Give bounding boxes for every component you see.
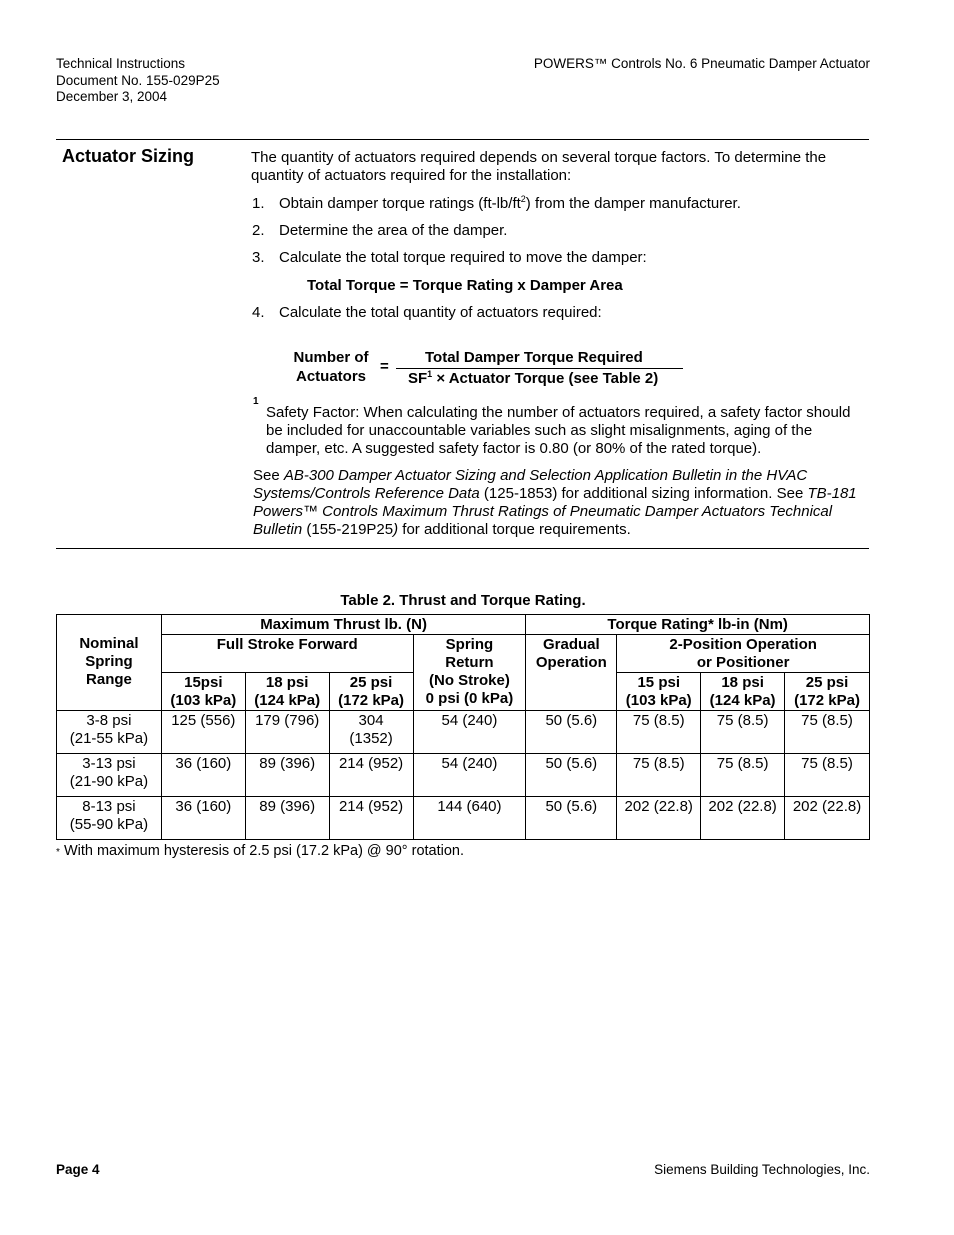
- cell-torque-18: 75 (8.5): [701, 711, 785, 754]
- step-number-2: 2.: [252, 222, 265, 239]
- header-maximum-thrust: Maximum Thrust lb. (N): [161, 615, 525, 635]
- header-doc-number: Document No. 155-029P25: [56, 72, 220, 88]
- header-thrust-18psi: 18 psi (124 kPa): [245, 673, 329, 711]
- cell-torque-25: 202 (22.8): [785, 797, 870, 840]
- footer-company: Siemens Building Technologies, Inc.: [654, 1162, 870, 1177]
- formula-lhs: [286, 349, 376, 386]
- table-row: [57, 754, 870, 797]
- cell-thrust-15: 36 (160): [161, 797, 245, 840]
- cell-torque-15: 75 (8.5): [617, 711, 701, 754]
- section-intro: The quantity of actuators required depends on several torque factors. To determine the quantity of actuators required for the installation:: [251, 149, 827, 184]
- header-torque-25psi: 25 psi (172 kPa): [785, 673, 870, 711]
- table-footnote: * With maximum hysteresis of 2.5 psi (17.2 kPa) @ 90° rotation.: [56, 843, 465, 859]
- formula-equals: =: [380, 358, 389, 375]
- page-number: Page 4: [56, 1162, 100, 1177]
- cell-thrust-25: 214 (952): [329, 797, 413, 840]
- section-bottom-rule: [56, 548, 869, 549]
- cell-spring-return: 54 (240): [413, 754, 526, 797]
- header-thrust-25psi: 25 psi (172 kPa): [329, 673, 413, 711]
- cell-thrust-18: 179 (796): [245, 711, 329, 754]
- cell-torque-18: 75 (8.5): [701, 754, 785, 797]
- cell-thrust-25: 304 (1352): [329, 711, 413, 754]
- header-torque-rating: Torque Rating* lb-in (Nm): [526, 615, 870, 635]
- cell-gradual: 50 (5.6): [526, 797, 617, 840]
- cell-gradual: 50 (5.6): [526, 711, 617, 754]
- cell-thrust-15: 36 (160): [161, 754, 245, 797]
- cell-thrust-18: 89 (396): [245, 797, 329, 840]
- see-references-paragraph: See AB-300 Damper Actuator Sizing and Selection Application Bulletin in the HVAC Systems/Controls Reference Data (125-1853) for additional sizing information. See TB-181 Powers™ Controls Maximum Thrust Ratings of Pneumatic Damper Actuators Technical Bulletin (155-219P25) for additional torque requirements.: [253, 467, 857, 538]
- cell-range: 8-13 psi (55-90 kPa): [57, 797, 162, 840]
- header-gradual-operation: Gradual Operation: [526, 635, 617, 711]
- cell-torque-18: 202 (22.8): [701, 797, 785, 840]
- cell-thrust-25: 214 (952): [329, 754, 413, 797]
- header-two-position-operation: 2-Position Operation or Positioner: [617, 635, 870, 673]
- cell-torque-15: 202 (22.8): [617, 797, 701, 840]
- cell-thrust-18: 89 (396): [245, 754, 329, 797]
- table-row: [57, 797, 870, 840]
- footnote-mark: 1: [253, 396, 259, 407]
- formula-denominator: $SF^1$ × Actuator Torque (see Table 2): [408, 369, 659, 387]
- header-left: [56, 56, 220, 106]
- header-torque-15psi: 15 psi (103 kPa): [617, 673, 701, 711]
- cell-torque-25: 75 (8.5): [785, 754, 870, 797]
- section-top-rule: [56, 139, 869, 140]
- total-torque-formula: Total Torque = Torque Rating x Damper Area: [307, 277, 623, 294]
- step-number-4: 4.: [252, 304, 265, 321]
- cell-gradual: 50 (5.6): [526, 754, 617, 797]
- formula-fraction-bar: [396, 368, 683, 369]
- header-full-stroke-forward: Full Stroke Forward: [161, 635, 413, 673]
- formula-lhs-line1: Number of: [293, 349, 369, 366]
- step-text-2: Determine the area of the damper.: [279, 222, 508, 239]
- header-thrust-15psi: 15psi (103 kPa): [161, 673, 245, 711]
- safety-factor-footnote: Safety Factor: When calculating the number of actuators required, a safety factor should be included for unaccountable variables such as slight misalignments, aging of the damper, etc. A suggested safety factor is 0.80 (or 80% of the rated torque).: [266, 404, 851, 457]
- header-product-title: POWERS™ Controls No. 6 Pneumatic Damper Actuator: [533, 56, 870, 71]
- step-text-1: Obtain damper torque ratings $(ft-lb/ft^2)$ from the damper manufacturer.: [279, 194, 741, 212]
- table-header-row-1: [57, 615, 870, 635]
- step-number-3: 3.: [252, 249, 265, 266]
- cell-spring-return: 54 (240): [413, 711, 526, 754]
- cell-torque-25: 75 (8.5): [785, 711, 870, 754]
- cell-torque-15: 75 (8.5): [617, 754, 701, 797]
- thrust-torque-table: [56, 614, 870, 840]
- header-doc-type: Technical Instructions: [56, 56, 186, 71]
- step-text-4: Calculate the total quantity of actuators required:: [279, 304, 602, 321]
- formula-numerator: Total Damper Torque Required: [425, 349, 643, 366]
- header-date: December 3, 2004: [56, 89, 168, 104]
- cell-spring-return: 144 (640): [413, 797, 526, 840]
- section-title: Actuator Sizing: [62, 146, 195, 166]
- formula-lhs-line2: Actuators: [295, 368, 366, 385]
- cell-thrust-15: 125 (556): [161, 711, 245, 754]
- cell-range: 3-13 psi (21-90 kPa): [57, 754, 162, 797]
- header-spring-return: Spring Return (No Stroke) 0 psi (0 kPa): [413, 635, 526, 711]
- footnote-star: *: [56, 847, 60, 858]
- header-nominal-spring-range: Nominal Spring Range: [57, 615, 162, 711]
- header-torque-18psi: 18 psi (124 kPa): [701, 673, 785, 711]
- table-header-row-2: [57, 635, 870, 673]
- step-text-3: Calculate the total torque required to move the damper:: [279, 249, 647, 266]
- cell-range: 3-8 psi (21-55 kPa): [57, 711, 162, 754]
- table-caption: Table 2. Thrust and Torque Rating.: [340, 592, 586, 609]
- step-number-1: 1.: [252, 195, 265, 212]
- table-row: [57, 711, 870, 754]
